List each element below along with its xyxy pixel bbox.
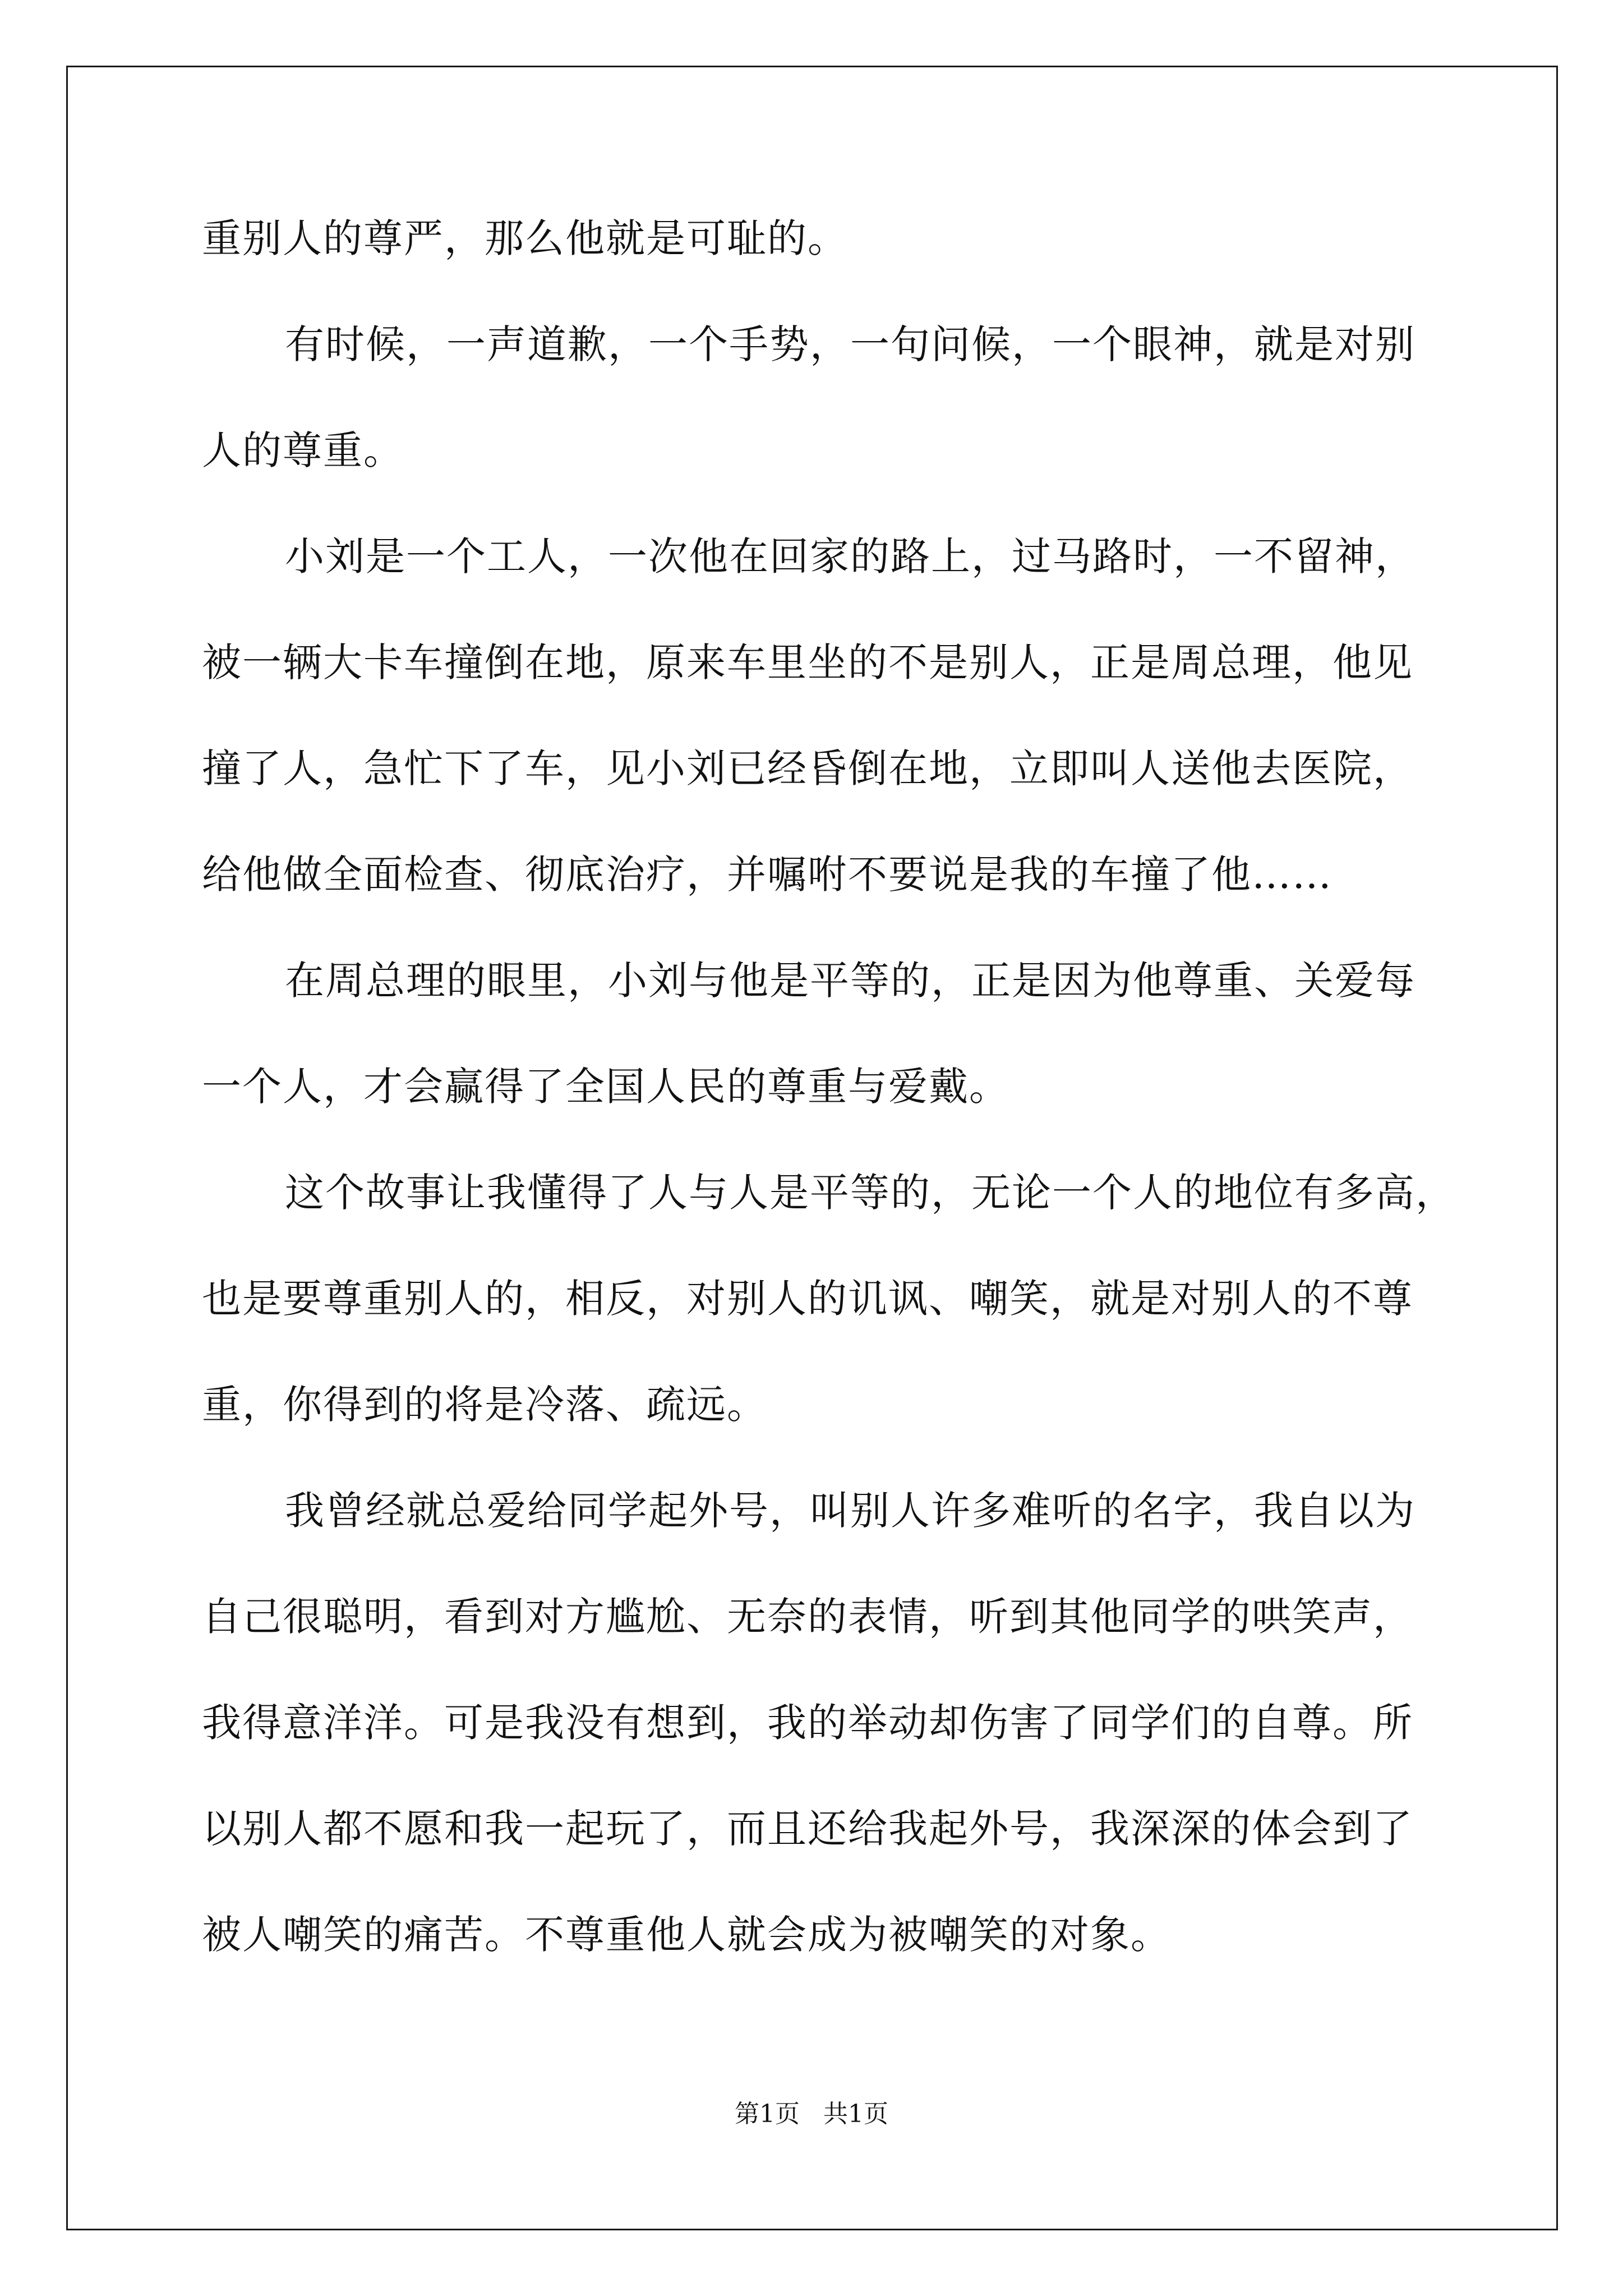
text-line: 被一辆大卡车撞倒在地，原来车里坐的不是别人，正是周总理，他见 bbox=[202, 639, 1413, 685]
text-line: 有时候，一声道歉，一个手势，一句问候，一个眼神，就是对别 bbox=[285, 321, 1415, 367]
text-line: 在周总理的眼里，小刘与他是平等的，正是因为他尊重、关爱每 bbox=[285, 958, 1415, 1004]
text-line: 撞了人，急忙下了车，见小刘已经昏倒在地，立即叫人送他去医院， bbox=[202, 746, 1413, 792]
text-line: 自己很聪明，看到对方尴尬、无奈的表情，听到其他同学的哄笑声， bbox=[202, 1594, 1413, 1640]
text-line: 我曾经就总爱给同学起外号，叫别人许多难听的名字，我自以为 bbox=[285, 1488, 1415, 1534]
text-line: 给他做全面检查、彻底治疗，并嘱咐不要说是我的车撞了他…… bbox=[202, 852, 1332, 898]
text-line: 重，你得到的将是冷落、疏远。 bbox=[202, 1382, 767, 1428]
text-line: 也是要尊重别人的，相反，对别人的讥讽、嘲笑，就是对别人的不尊 bbox=[202, 1276, 1413, 1322]
text-line: 重别人的尊严，那么他就是可耻的。 bbox=[202, 215, 848, 261]
text-line: 一个人，才会赢得了全国人民的尊重与爱戴。 bbox=[202, 1064, 1009, 1110]
page-number: 第1页 共1页 bbox=[735, 2100, 888, 2128]
text-line: 被人嘲笑的痛苦。不尊重他人就会成为被嘲笑的对象。 bbox=[202, 1912, 1171, 1958]
text-line: 人的尊重。 bbox=[202, 427, 404, 473]
document-body bbox=[202, 215, 1456, 2021]
text-line: 以别人都不愿和我一起玩了，而且还给我起外号，我深深的体会到了 bbox=[202, 1806, 1413, 1852]
text-line: 这个故事让我懂得了人与人是平等的，无论一个人的地位有多高， bbox=[285, 1170, 1456, 1216]
text-line: 我得意洋洋。可是我没有想到，我的举动却伤害了同学们的自尊。所 bbox=[202, 1700, 1413, 1746]
text-line: 小刘是一个工人，一次他在回家的路上，过马路时，一不留神， bbox=[285, 533, 1415, 579]
